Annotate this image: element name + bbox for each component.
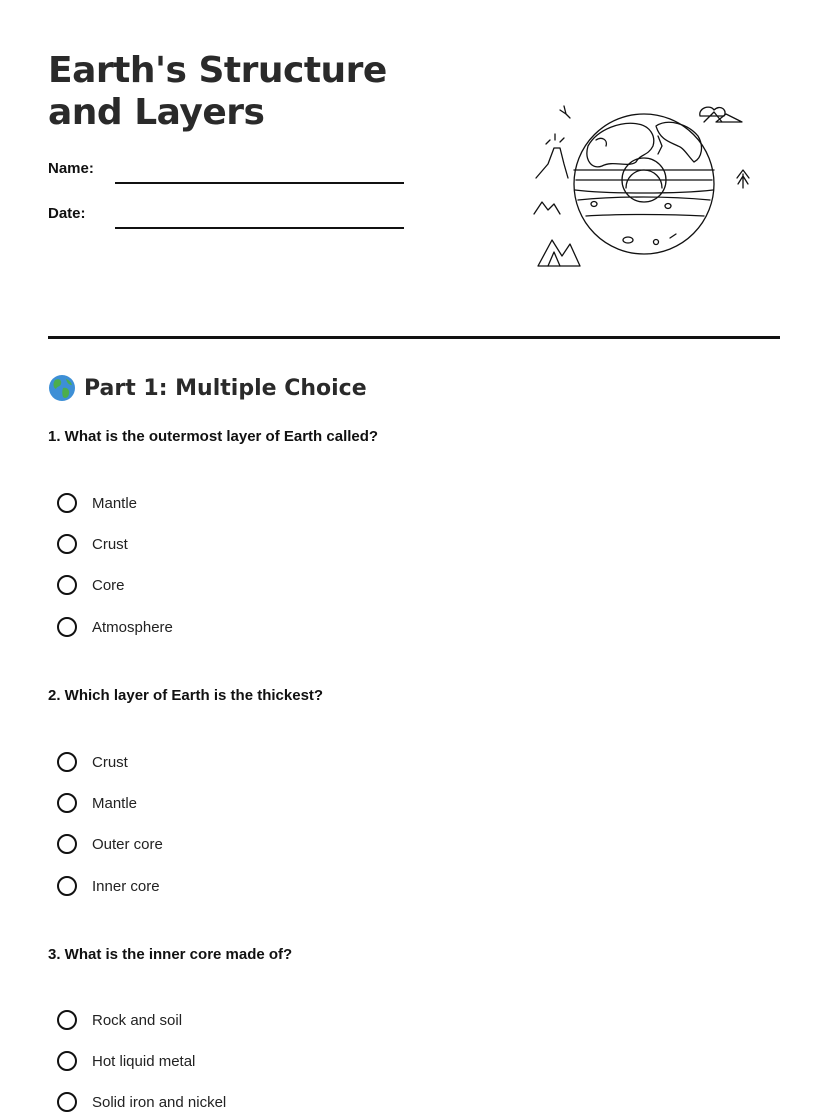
question-2-option-3[interactable]: [57, 831, 163, 857]
date-label: Date:: [48, 205, 86, 222]
name-field: [48, 160, 408, 190]
option-label: Rock and soil: [92, 1011, 183, 1029]
worksheet-title: Earth's Structure and Layers: [48, 50, 387, 133]
name-blank-line[interactable]: [115, 182, 404, 184]
question-2-option-4[interactable]: [57, 873, 160, 899]
radio-button[interactable]: [57, 617, 77, 637]
date-blank-line[interactable]: [115, 227, 404, 229]
part-1-heading: [48, 374, 367, 402]
question-1-option-1[interactable]: [57, 490, 137, 516]
earth-layers-illustration: [528, 96, 758, 276]
option-label: Solid iron and nickel: [92, 1093, 227, 1111]
option-label: Crust: [92, 535, 128, 553]
date-field: [48, 205, 408, 235]
question-3-option-3[interactable]: [57, 1089, 226, 1115]
radio-button[interactable]: [57, 493, 77, 513]
option-label: Outer core: [92, 835, 163, 853]
question-2-option-1[interactable]: [57, 749, 128, 775]
radio-button[interactable]: [57, 876, 77, 896]
radio-button[interactable]: [57, 1051, 77, 1071]
option-label: Mantle: [92, 494, 138, 512]
option-label: Mantle: [92, 794, 138, 812]
question-3-option-2[interactable]: [57, 1048, 195, 1074]
question-3-option-1[interactable]: [57, 1007, 182, 1033]
radio-button[interactable]: [57, 834, 77, 854]
globe-icon: [48, 374, 76, 402]
question-1-text: 1. What is the outermost layer of Earth called?: [48, 428, 379, 445]
radio-button[interactable]: [57, 793, 77, 813]
radio-button[interactable]: [57, 1010, 77, 1030]
option-label: Core: [92, 576, 125, 594]
option-label: Hot liquid metal: [92, 1052, 196, 1070]
option-label: Atmosphere: [92, 618, 173, 636]
question-2-option-2[interactable]: [57, 790, 137, 816]
radio-button[interactable]: [57, 1092, 77, 1112]
option-label: Inner core: [92, 877, 160, 895]
question-2-text: 2. Which layer of Earth is the thickest?: [48, 687, 324, 704]
question-1-option-3[interactable]: [57, 572, 125, 598]
part-1-heading-text: Part 1: Multiple Choice: [84, 375, 367, 401]
radio-button[interactable]: [57, 534, 77, 554]
question-3-text: 3. What is the inner core made of?: [48, 946, 293, 963]
radio-button[interactable]: [57, 752, 77, 772]
question-1-option-4[interactable]: [57, 614, 173, 640]
radio-button[interactable]: [57, 575, 77, 595]
option-label: Crust: [92, 753, 128, 771]
section-divider: [48, 336, 780, 339]
name-label: Name:: [48, 160, 94, 177]
question-1-option-2[interactable]: [57, 531, 128, 557]
